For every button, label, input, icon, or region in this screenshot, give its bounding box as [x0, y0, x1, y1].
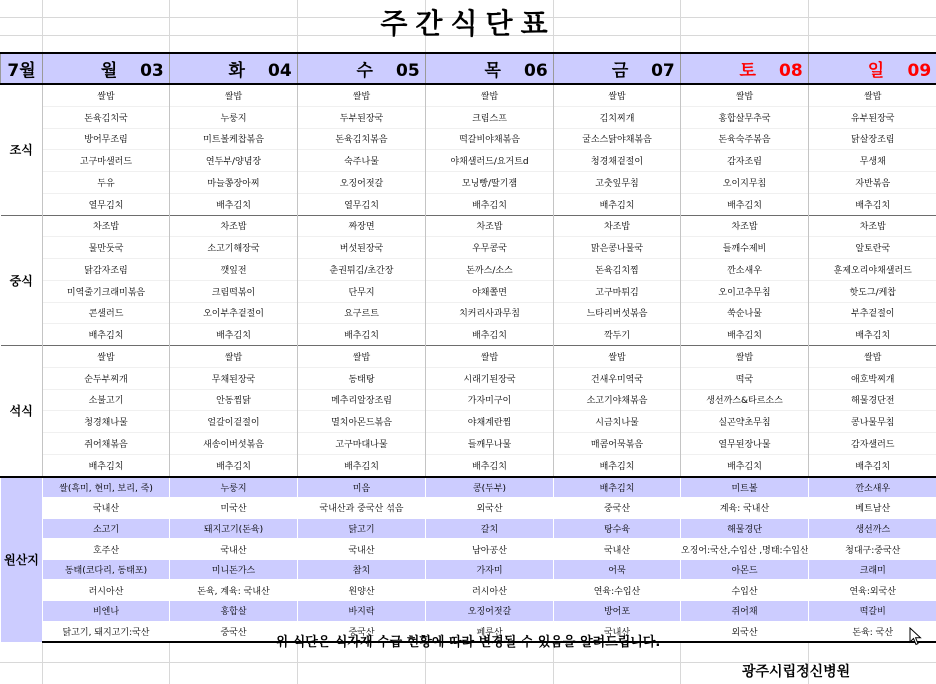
origin-cell-mon: 러시아산 [43, 580, 170, 601]
menu-row [1, 302, 936, 324]
menu-cell-sat: 떡국 [681, 367, 809, 389]
menu-cell-wed: 배추김치 [298, 324, 426, 346]
menu-cell-tue: 무채된장국 [170, 367, 298, 389]
menu-cell-fri: 맑은콩나물국 [554, 237, 681, 259]
menu-cell-wed: 돈육김치볶음 [298, 128, 426, 150]
menu-cell-mon: 쌀밥 [43, 346, 170, 368]
menu-cell-mon: 두유 [43, 172, 170, 194]
origin-cell-fri: 방어포 [554, 601, 681, 622]
menu-cell-mon: 배추김치 [43, 454, 170, 476]
origin-cell-sat: 해물경단 [681, 518, 809, 539]
origin-row [1, 559, 936, 580]
menu-cell-tue: 얼갈이겉절이 [170, 411, 298, 433]
weekly-menu-table [0, 52, 936, 643]
day-date: 05 [396, 61, 420, 81]
menu-cell-thu: 떡갈비야채볶음 [426, 128, 554, 150]
origin-cell-wed: 바지락 [298, 601, 426, 622]
origin-cell-mon: 소고기 [43, 518, 170, 539]
menu-cell-mon: 물만둣국 [43, 237, 170, 259]
menu-cell-fri: 차조밥 [554, 215, 681, 237]
menu-cell-mon: 미역줄기크래미볶음 [43, 280, 170, 302]
origin-cell-sat: 아몬드 [681, 559, 809, 580]
menu-cell-sun: 자반볶음 [809, 172, 936, 194]
menu-cell-tue: 쌀밥 [170, 84, 298, 106]
menu-cell-thu: 배추김치 [426, 454, 554, 476]
menu-cell-sat: 배추김치 [681, 454, 809, 476]
menu-cell-thu: 야채샐러드/요거트d [426, 150, 554, 172]
menu-cell-wed: 멸치아몬드볶음 [298, 411, 426, 433]
menu-cell-sun: 유부된장국 [809, 106, 936, 128]
menu-cell-thu: 차조밥 [426, 215, 554, 237]
menu-cell-sun: 핫도그/케찹 [809, 280, 936, 302]
origin-cell-mon: 쌀(흑미, 현미, 보리, 죽) [43, 477, 170, 498]
menu-cell-thu: 돈까스/소스 [426, 259, 554, 281]
mouse-cursor-icon [909, 627, 923, 647]
menu-cell-thu: 우무콩국 [426, 237, 554, 259]
menu-cell-mon: 열무김치 [43, 193, 170, 215]
menu-cell-thu: 배추김치 [426, 324, 554, 346]
origin-cell-mon: 호주산 [43, 539, 170, 560]
menu-cell-mon: 순두부찌개 [43, 367, 170, 389]
menu-cell-sun: 쌀밥 [809, 84, 936, 106]
origin-cell-tue: 홍합살 [170, 601, 298, 622]
origin-row [1, 477, 936, 498]
origin-cell-sun: 크래미 [809, 559, 936, 580]
menu-cell-wed: 동태탕 [298, 367, 426, 389]
menu-row [1, 324, 936, 346]
menu-cell-sun: 배추김치 [809, 454, 936, 476]
day-date: 09 [907, 61, 932, 81]
menu-cell-tue: 마늘쫑장아찌 [170, 172, 298, 194]
menu-row [1, 172, 936, 194]
origin-cell-thu: 외국산 [426, 498, 554, 519]
page-title: 주간식단표 [380, 7, 556, 40]
menu-cell-wed: 오징어젓갈 [298, 172, 426, 194]
menu-cell-sun: 부추겉절이 [809, 302, 936, 324]
origin-cell-tue: 돈육, 계육: 국내산 [170, 580, 298, 601]
menu-cell-tue: 차조밥 [170, 215, 298, 237]
menu-cell-wed: 단무지 [298, 280, 426, 302]
menu-cell-sat: 쌀밥 [681, 84, 809, 106]
menu-cell-sat: 차조밥 [681, 215, 809, 237]
menu-cell-sun: 무생채 [809, 150, 936, 172]
menu-cell-tue: 배추김치 [170, 324, 298, 346]
origin-cell-tue: 중국산 [170, 621, 298, 642]
origin-cell-tue: 국내산 [170, 539, 298, 560]
origin-cell-mon: 동태(코다리, 동태포) [43, 559, 170, 580]
day-name: 수 [356, 61, 373, 81]
menu-cell-tue: 오이부추겉절이 [170, 302, 298, 324]
lunch-label: 중식 [1, 215, 43, 346]
menu-cell-mon: 돈육김치국 [43, 106, 170, 128]
day-header-sun [809, 53, 936, 84]
menu-cell-fri: 청경채겉절이 [554, 150, 681, 172]
origin-cell-sun: 돈육: 국산 [809, 621, 936, 642]
menu-cell-tue: 배추김치 [170, 193, 298, 215]
day-header-wed [298, 53, 426, 84]
menu-cell-sat: 생선까스&타르소스 [681, 389, 809, 411]
dinner-label: 석식 [1, 346, 43, 477]
day-header-mon [43, 53, 170, 84]
origin-label: 원산지 [1, 477, 43, 643]
origin-row [1, 498, 936, 519]
menu-cell-fri: 매콤어묵볶음 [554, 433, 681, 455]
menu-cell-fri: 돈육김치찜 [554, 259, 681, 281]
menu-cell-tue: 누룽지 [170, 106, 298, 128]
menu-row [1, 215, 936, 237]
origin-cell-fri: 어묵 [554, 559, 681, 580]
origin-row [1, 601, 936, 622]
origin-cell-tue: 누룽지 [170, 477, 298, 498]
menu-row [1, 433, 936, 455]
day-header-thu [426, 53, 554, 84]
day-header-sat [681, 53, 809, 84]
menu-cell-thu: 쌀밥 [426, 84, 554, 106]
menu-cell-wed: 버섯된장국 [298, 237, 426, 259]
origin-cell-sun: 연육:외국산 [809, 580, 936, 601]
day-header-tue [170, 53, 298, 84]
menu-cell-wed: 메추리알장조림 [298, 389, 426, 411]
menu-cell-wed: 두부된장국 [298, 106, 426, 128]
menu-cell-fri: 쌀밥 [554, 84, 681, 106]
day-date: 04 [268, 61, 292, 81]
day-name: 목 [484, 61, 501, 81]
menu-cell-sat: 돈육숙주볶음 [681, 128, 809, 150]
origin-cell-fri: 중국산 [554, 498, 681, 519]
menu-cell-wed: 춘권튀김/초간장 [298, 259, 426, 281]
origin-row [1, 518, 936, 539]
month-cell: 7월 [1, 53, 43, 84]
menu-cell-sat: 홍합살무추국 [681, 106, 809, 128]
menu-cell-thu: 모닝빵/딸기잼 [426, 172, 554, 194]
origin-cell-fri: 국내산 [554, 621, 681, 642]
menu-cell-tue: 배추김치 [170, 454, 298, 476]
hospital-name: 광주시립정신병원 [742, 664, 851, 680]
menu-cell-tue: 크림떡볶이 [170, 280, 298, 302]
menu-cell-mon: 콘샐러드 [43, 302, 170, 324]
day-date: 07 [651, 61, 675, 81]
origin-cell-wed: 참치 [298, 559, 426, 580]
menu-cell-thu: 배추김치 [426, 193, 554, 215]
menu-cell-mon: 차조밥 [43, 215, 170, 237]
origin-cell-sun: 베트남산 [809, 498, 936, 519]
origin-cell-tue: 미국산 [170, 498, 298, 519]
origin-cell-fri: 배추김치 [554, 477, 681, 498]
menu-cell-thu: 크림스프 [426, 106, 554, 128]
menu-cell-sun: 알토란국 [809, 237, 936, 259]
origin-cell-sat: 쥐어채 [681, 601, 809, 622]
origin-cell-thu: 갈치 [426, 518, 554, 539]
menu-row [1, 259, 936, 281]
day-name: 토 [739, 61, 756, 81]
menu-cell-fri: 깍두기 [554, 324, 681, 346]
menu-cell-thu: 치커리사과무침 [426, 302, 554, 324]
menu-cell-sat: 오이지무침 [681, 172, 809, 194]
menu-cell-thu: 야채계란찜 [426, 411, 554, 433]
menu-cell-sat: 깐소새우 [681, 259, 809, 281]
menu-cell-sat: 감자조림 [681, 150, 809, 172]
day-name: 금 [611, 61, 629, 81]
origin-cell-thu: 페루산 [426, 621, 554, 642]
menu-row [1, 237, 936, 259]
origin-cell-wed: 미음 [298, 477, 426, 498]
breakfast-label: 조식 [1, 84, 43, 215]
menu-cell-fri: 김치찌개 [554, 106, 681, 128]
menu-cell-mon: 방어무조림 [43, 128, 170, 150]
origin-cell-sun: 청대구:중국산 [809, 539, 936, 560]
menu-cell-sat: 배추김치 [681, 324, 809, 346]
menu-cell-wed: 고구마대나물 [298, 433, 426, 455]
origin-cell-wed: 국내산 [298, 539, 426, 560]
menu-cell-sun: 차조밥 [809, 215, 936, 237]
origin-cell-thu: 오징어젓갈 [426, 601, 554, 622]
day-name: 월 [100, 61, 118, 81]
menu-cell-mon: 쥐어채볶음 [43, 433, 170, 455]
origin-cell-tue: 미니돈가스 [170, 559, 298, 580]
menu-row [1, 150, 936, 172]
menu-cell-mon: 고구마샐러드 [43, 150, 170, 172]
menu-cell-tue: 쌀밥 [170, 346, 298, 368]
origin-row [1, 539, 936, 560]
menu-cell-sun: 애호박찌개 [809, 367, 936, 389]
menu-cell-mon: 닭감자조림 [43, 259, 170, 281]
menu-cell-mon: 청경채나물 [43, 411, 170, 433]
origin-cell-mon: 국내산 [43, 498, 170, 519]
menu-cell-fri: 배추김치 [554, 193, 681, 215]
menu-cell-mon: 소불고기 [43, 389, 170, 411]
origin-cell-sat: 수입산 [681, 580, 809, 601]
menu-cell-sat: 들깨수제비 [681, 237, 809, 259]
menu-cell-tue: 새송이버섯볶음 [170, 433, 298, 455]
menu-cell-fri: 배추김치 [554, 454, 681, 476]
notice-text: 위 식단은 식자재 수급 현황에 따라 변경될 수 있음을 알려드립니다. [275, 635, 661, 650]
menu-cell-wed: 배추김치 [298, 454, 426, 476]
menu-cell-sun: 해물경단전 [809, 389, 936, 411]
menu-cell-sun: 감자샐러드 [809, 433, 936, 455]
origin-cell-thu: 남아공산 [426, 539, 554, 560]
menu-cell-fri: 쌀밥 [554, 346, 681, 368]
menu-cell-sun: 훈제오리야채샐러드 [809, 259, 936, 281]
menu-cell-tue: 소고기해장국 [170, 237, 298, 259]
menu-cell-wed: 짜장면 [298, 215, 426, 237]
day-date: 06 [524, 61, 548, 81]
menu-cell-tue: 연두부/양념장 [170, 150, 298, 172]
menu-cell-wed: 열무김치 [298, 193, 426, 215]
origin-cell-fri: 국내산 [554, 539, 681, 560]
origin-cell-wed: 국내산과 중국산 섞음 [298, 498, 426, 519]
menu-cell-sat: 쑥순나물 [681, 302, 809, 324]
menu-cell-sun: 배추김치 [809, 324, 936, 346]
menu-cell-thu: 시래기된장국 [426, 367, 554, 389]
menu-cell-sat: 실곤약초무침 [681, 411, 809, 433]
menu-cell-fri: 건새우미역국 [554, 367, 681, 389]
menu-row [1, 367, 936, 389]
menu-cell-sun: 배추김치 [809, 193, 936, 215]
day-header-fri [554, 53, 681, 84]
menu-cell-thu: 가자미구이 [426, 389, 554, 411]
day-name: 화 [228, 61, 245, 81]
menu-cell-sat: 배추김치 [681, 193, 809, 215]
menu-cell-wed: 숙주나물 [298, 150, 426, 172]
menu-row [1, 84, 936, 106]
day-name: 일 [867, 61, 885, 81]
menu-cell-sun: 콩나물무침 [809, 411, 936, 433]
menu-cell-mon: 쌀밥 [43, 84, 170, 106]
menu-row [1, 280, 936, 302]
header-row [1, 53, 936, 84]
menu-cell-wed: 요구르트 [298, 302, 426, 324]
menu-cell-sat: 쌀밥 [681, 346, 809, 368]
menu-cell-sun: 닭살장조림 [809, 128, 936, 150]
menu-cell-tue: 안동찜닭 [170, 389, 298, 411]
origin-cell-thu: 콩(두부) [426, 477, 554, 498]
menu-cell-fri: 소고기야채볶음 [554, 389, 681, 411]
menu-cell-mon: 배추김치 [43, 324, 170, 346]
menu-cell-tue: 미트볼케찹볶음 [170, 128, 298, 150]
origin-cell-wed: 중국산 [298, 621, 426, 642]
day-date: 03 [140, 61, 164, 81]
menu-row [1, 193, 936, 215]
origin-cell-sat: 미트볼 [681, 477, 809, 498]
menu-row [1, 411, 936, 433]
menu-cell-thu: 쌀밥 [426, 346, 554, 368]
menu-cell-fri: 고구마튀김 [554, 280, 681, 302]
menu-row [1, 128, 936, 150]
menu-cell-thu: 들깨무나물 [426, 433, 554, 455]
origin-cell-sun: 깐소새우 [809, 477, 936, 498]
menu-cell-sat: 열무된장나물 [681, 433, 809, 455]
origin-cell-fri: 연육:수입산 [554, 580, 681, 601]
origin-cell-sat: 계육: 국내산 [681, 498, 809, 519]
menu-cell-sun: 쌀밥 [809, 346, 936, 368]
origin-cell-tue: 돼지고기(돈육) [170, 518, 298, 539]
origin-cell-sun: 떡갈비 [809, 601, 936, 622]
menu-cell-fri: 느타리버섯볶음 [554, 302, 681, 324]
origin-cell-wed: 원양산 [298, 580, 426, 601]
origin-cell-wed: 닭고기 [298, 518, 426, 539]
origin-cell-sun: 생선까스 [809, 518, 936, 539]
menu-cell-fri: 시금치나물 [554, 411, 681, 433]
origin-cell-sat: 오징어:국산,수입산 ,명태:수입산 [681, 539, 809, 560]
day-date: 08 [779, 61, 803, 81]
menu-row [1, 346, 936, 368]
origin-cell-fri: 탕수육 [554, 518, 681, 539]
menu-row [1, 454, 936, 476]
origin-cell-thu: 러시아산 [426, 580, 554, 601]
menu-row [1, 106, 936, 128]
origin-row [1, 580, 936, 601]
menu-cell-wed: 쌀밥 [298, 84, 426, 106]
menu-cell-tue: 깻잎전 [170, 259, 298, 281]
menu-cell-thu: 야채쫄면 [426, 280, 554, 302]
menu-cell-fri: 굴소스닭야채볶음 [554, 128, 681, 150]
menu-cell-sat: 오이고추무침 [681, 280, 809, 302]
menu-cell-wed: 쌀밥 [298, 346, 426, 368]
origin-cell-mon: 닭고기, 돼지고기:국산 [43, 621, 170, 642]
menu-row [1, 389, 936, 411]
origin-cell-mon: 비엔나 [43, 601, 170, 622]
origin-cell-thu: 가자미 [426, 559, 554, 580]
menu-cell-fri: 고춧잎무침 [554, 172, 681, 194]
origin-cell-sat: 외국산 [681, 621, 809, 642]
